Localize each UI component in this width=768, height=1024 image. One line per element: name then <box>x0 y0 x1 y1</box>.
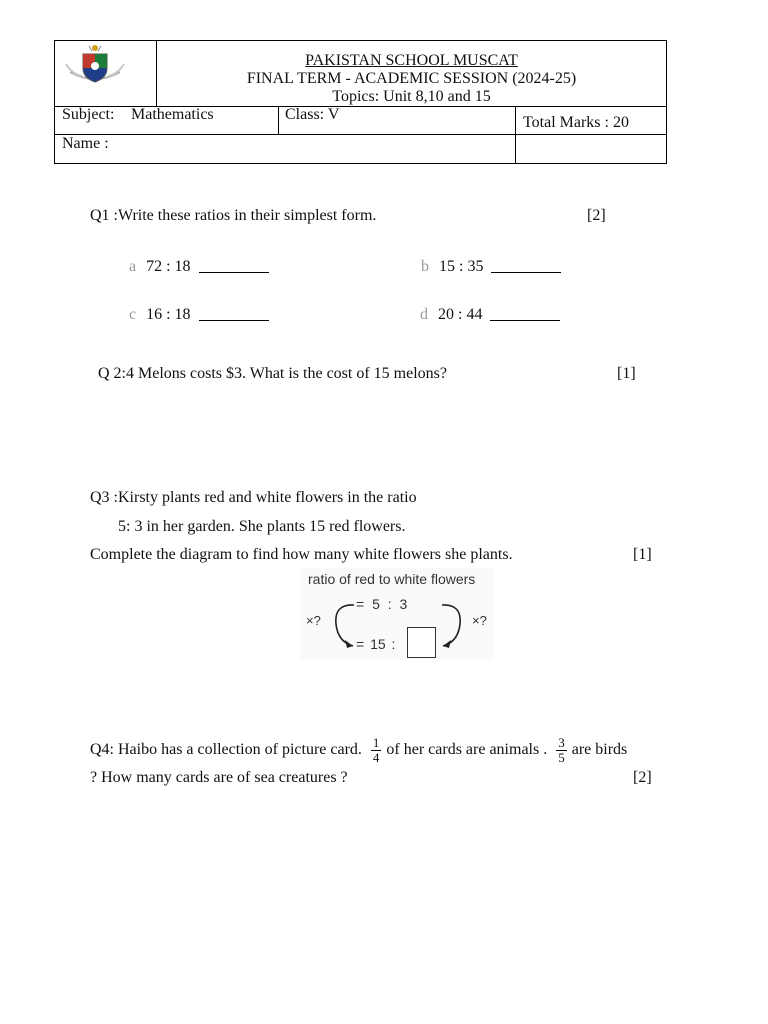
q4-marks: [2] <box>633 769 652 786</box>
q4-line1 <box>90 736 627 765</box>
topics: Topics: Unit 8,10 and 15 <box>332 88 491 105</box>
item-ratio: 72 : 18 <box>146 258 191 275</box>
item-ratio: 15 : 35 <box>439 258 484 275</box>
fraction-one-quarter <box>371 736 382 765</box>
q4-line2: ? How many cards are of sea creatures ? <box>90 769 348 786</box>
item-letter: b <box>421 258 429 275</box>
q1-item-a <box>129 257 269 277</box>
arrow-icons <box>300 568 494 660</box>
subject-value: Mathematics <box>131 106 214 123</box>
item-ratio: 16 : 18 <box>146 306 191 323</box>
q4-part2: of her cards are animals . <box>386 741 548 759</box>
q1-text: Q1 :Write these ratios in their simplest form. <box>90 207 377 224</box>
fraction-denominator: 5 <box>558 750 565 765</box>
q3-line1: Q3 :Kirsty plants red and white flowers in the ratio <box>90 489 417 506</box>
fraction-denominator: 4 <box>372 750 380 765</box>
diagram-title: ratio of red to white flowers <box>308 571 476 587</box>
answer-blank[interactable] <box>199 258 269 273</box>
school-name: PAKISTAN SCHOOL MUSCAT <box>305 52 518 69</box>
diagram-top-ratio: = 5 : 3 <box>356 596 408 612</box>
q1-item-c <box>129 305 269 325</box>
class-label: Class: V <box>285 106 340 123</box>
fraction-three-fifths <box>556 736 567 765</box>
exam-term: FINAL TERM - ACADEMIC SESSION (2024-25) <box>246 70 577 87</box>
q4-part3: are birds <box>571 741 628 759</box>
subject-label: Subject: <box>62 106 115 123</box>
q4-part1: Q4: Haibo has a collection of picture card. <box>90 741 362 759</box>
q1-item-d <box>420 305 560 325</box>
q2-marks: [1] <box>617 365 636 382</box>
item-letter: a <box>129 258 137 275</box>
item-letter: d <box>420 306 428 323</box>
answer-blank[interactable] <box>199 306 269 321</box>
school-crest-logo <box>62 42 128 88</box>
q3-line2: 5: 3 in her garden. She plants 15 red flowers. <box>118 518 406 535</box>
name-label: Name : <box>62 135 109 152</box>
fraction-numerator: 3 <box>558 735 565 750</box>
right-multiplier-label: ×? <box>472 613 487 628</box>
diagram-bottom-ratio: = 15 : <box>356 636 396 652</box>
total-marks: Total Marks : 20 <box>523 114 629 131</box>
fraction-numerator: 1 <box>372 735 380 750</box>
left-multiplier-label: ×? <box>306 613 321 628</box>
q1-marks: [2] <box>587 207 606 224</box>
answer-blank[interactable] <box>490 306 560 321</box>
q3-line3: Complete the diagram to find how many white flowers she plants. <box>90 546 513 563</box>
q1-item-b <box>421 257 561 277</box>
item-ratio: 20 : 44 <box>438 306 483 323</box>
item-letter: c <box>129 306 137 323</box>
answer-blank[interactable] <box>491 258 561 273</box>
ratio-diagram <box>300 568 494 660</box>
q2-text: Q 2:4 Melons costs $3. What is the cost of 15 melons? <box>98 365 447 382</box>
q3-marks: [1] <box>633 546 652 563</box>
